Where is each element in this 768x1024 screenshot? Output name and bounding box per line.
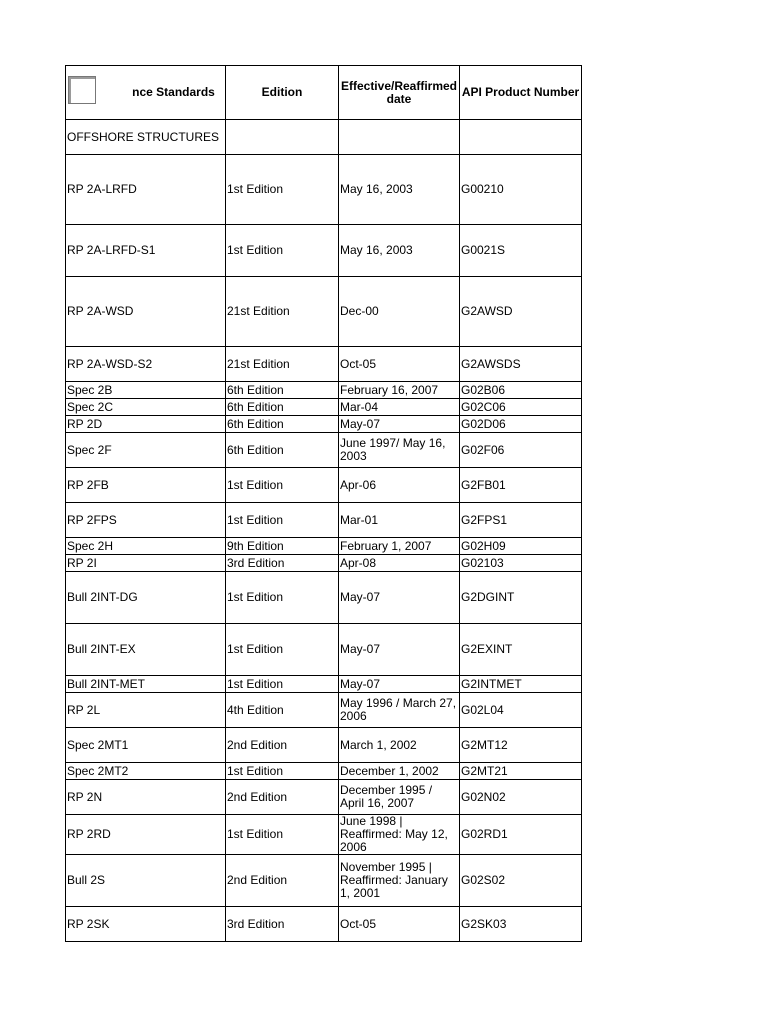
standard-cell: Spec 2MT1 — [66, 728, 226, 763]
product-number-cell: G02N02 — [460, 780, 582, 815]
table-row — [66, 676, 582, 693]
date-cell: June 1997/ May 16, 2003 — [339, 433, 460, 468]
date-cell: Oct-05 — [339, 907, 460, 942]
header-row — [66, 66, 582, 120]
table-row — [66, 728, 582, 763]
date-cell: March 1, 2002 — [339, 728, 460, 763]
date-cell: February 16, 2007 — [339, 382, 460, 399]
table-row — [66, 347, 582, 382]
product-number-cell: G2MT21 — [460, 763, 582, 780]
table-row — [66, 468, 582, 503]
date-cell: May 1996 / March 27, 2006 — [339, 693, 460, 728]
table-row — [66, 693, 582, 728]
table-row — [66, 907, 582, 942]
standard-cell: Bull 2S — [66, 855, 226, 907]
product-number-cell: G02B06 — [460, 382, 582, 399]
standard-cell: Bull 2INT-DG — [66, 572, 226, 624]
product-number-cell: G02F06 — [460, 433, 582, 468]
standard-cell: Spec 2C — [66, 399, 226, 416]
date-cell: February 1, 2007 — [339, 538, 460, 555]
edition-cell: 21st Edition — [226, 277, 339, 347]
product-number-cell: G2FB01 — [460, 468, 582, 503]
edition-cell: 1st Edition — [226, 503, 339, 538]
edition-cell: 1st Edition — [226, 155, 339, 225]
table-row — [66, 503, 582, 538]
standard-cell: RP 2SK — [66, 907, 226, 942]
table-row — [66, 780, 582, 815]
table-row — [66, 572, 582, 624]
standard-cell: RP 2FPS — [66, 503, 226, 538]
edition-cell: 2nd Edition — [226, 780, 339, 815]
standard-cell: RP 2N — [66, 780, 226, 815]
product-number-cell: G02L04 — [460, 693, 582, 728]
standard-cell: RP 2L — [66, 693, 226, 728]
date-cell: May-07 — [339, 676, 460, 693]
date-cell: December 1, 2002 — [339, 763, 460, 780]
edition-cell: 1st Edition — [226, 676, 339, 693]
standard-cell: RP 2FB — [66, 468, 226, 503]
edition-cell: 3rd Edition — [226, 907, 339, 942]
product-number-cell: G02RD1 — [460, 815, 582, 855]
empty-cell — [460, 120, 582, 155]
product-number-cell: G2FPS1 — [460, 503, 582, 538]
date-cell: Mar-04 — [339, 399, 460, 416]
product-number-cell: G0021S — [460, 225, 582, 277]
date-cell: Mar-01 — [339, 503, 460, 538]
date-cell: June 1998 | Reaffirmed: May 12, 2006 — [339, 815, 460, 855]
edition-cell: 21st Edition — [226, 347, 339, 382]
empty-cell — [339, 120, 460, 155]
table-row — [66, 763, 582, 780]
table-row — [66, 555, 582, 572]
standard-cell: RP 2A-LRFD-S1 — [66, 225, 226, 277]
product-number-cell: G2SK03 — [460, 907, 582, 942]
header-date: Effective/Reaffirmed date — [339, 66, 460, 120]
standard-cell: Bull 2INT-MET — [66, 676, 226, 693]
product-number-cell: G2MT12 — [460, 728, 582, 763]
table-row — [66, 433, 582, 468]
table-row — [66, 225, 582, 277]
edition-cell: 6th Edition — [226, 433, 339, 468]
header-standards — [66, 66, 226, 120]
edition-cell: 6th Edition — [226, 399, 339, 416]
standard-cell: RP 2RD — [66, 815, 226, 855]
empty-cell — [226, 120, 339, 155]
product-number-cell: G02S02 — [460, 855, 582, 907]
edition-cell: 3rd Edition — [226, 555, 339, 572]
standard-cell: Bull 2INT-EX — [66, 624, 226, 676]
date-cell: Apr-08 — [339, 555, 460, 572]
standard-cell: Spec 2H — [66, 538, 226, 555]
edition-cell: 4th Edition — [226, 693, 339, 728]
edition-cell: 1st Edition — [226, 468, 339, 503]
date-cell: Oct-05 — [339, 347, 460, 382]
edition-cell: 1st Edition — [226, 624, 339, 676]
edition-cell: 6th Edition — [226, 382, 339, 399]
date-cell: Apr-06 — [339, 468, 460, 503]
standard-cell: RP 2A-WSD — [66, 277, 226, 347]
product-number-cell: G2EXINT — [460, 624, 582, 676]
section-title: OFFSHORE STRUCTURES — [66, 120, 226, 155]
standard-cell: RP 2I — [66, 555, 226, 572]
edition-cell: 1st Edition — [226, 572, 339, 624]
standards-table — [65, 65, 582, 942]
standard-cell: RP 2A-WSD-S2 — [66, 347, 226, 382]
edition-cell: 1st Edition — [226, 225, 339, 277]
date-cell: May 16, 2003 — [339, 225, 460, 277]
product-number-cell: G02103 — [460, 555, 582, 572]
table-row — [66, 538, 582, 555]
standard-cell: RP 2A-LRFD — [66, 155, 226, 225]
header-edition: Edition — [226, 66, 339, 120]
date-cell: November 1995 | Reaffirmed: January 1, 2001 — [339, 855, 460, 907]
standard-cell: Spec 2F — [66, 433, 226, 468]
header-standards-label: nce Standards — [132, 85, 215, 99]
date-cell: Dec-00 — [339, 277, 460, 347]
standard-cell: RP 2D — [66, 416, 226, 433]
table-row — [66, 155, 582, 225]
table-row — [66, 277, 582, 347]
table-row — [66, 855, 582, 907]
product-number-cell: G02C06 — [460, 399, 582, 416]
edition-cell: 2nd Edition — [226, 855, 339, 907]
section-row — [66, 120, 582, 155]
edition-cell: 6th Edition — [226, 416, 339, 433]
edition-cell: 1st Edition — [226, 815, 339, 855]
edition-cell: 2nd Edition — [226, 728, 339, 763]
table-row — [66, 815, 582, 855]
product-number-cell: G2AWSDS — [460, 347, 582, 382]
product-number-cell: G2DGINT — [460, 572, 582, 624]
table-row — [66, 624, 582, 676]
table-row — [66, 382, 582, 399]
standard-cell: Spec 2MT2 — [66, 763, 226, 780]
header-product-number: API Product Number — [460, 66, 582, 120]
date-cell: May-07 — [339, 572, 460, 624]
product-number-cell: G00210 — [460, 155, 582, 225]
table-row — [66, 399, 582, 416]
edition-cell: 9th Edition — [226, 538, 339, 555]
product-number-cell: G02H09 — [460, 538, 582, 555]
product-number-cell: G02D06 — [460, 416, 582, 433]
logo-image — [68, 76, 96, 104]
date-cell: May-07 — [339, 416, 460, 433]
standard-cell: Spec 2B — [66, 382, 226, 399]
product-number-cell: G2AWSD — [460, 277, 582, 347]
table-row — [66, 416, 582, 433]
date-cell: May 16, 2003 — [339, 155, 460, 225]
product-number-cell: G2INTMET — [460, 676, 582, 693]
edition-cell: 1st Edition — [226, 763, 339, 780]
date-cell: December 1995 / April 16, 2007 — [339, 780, 460, 815]
date-cell: May-07 — [339, 624, 460, 676]
